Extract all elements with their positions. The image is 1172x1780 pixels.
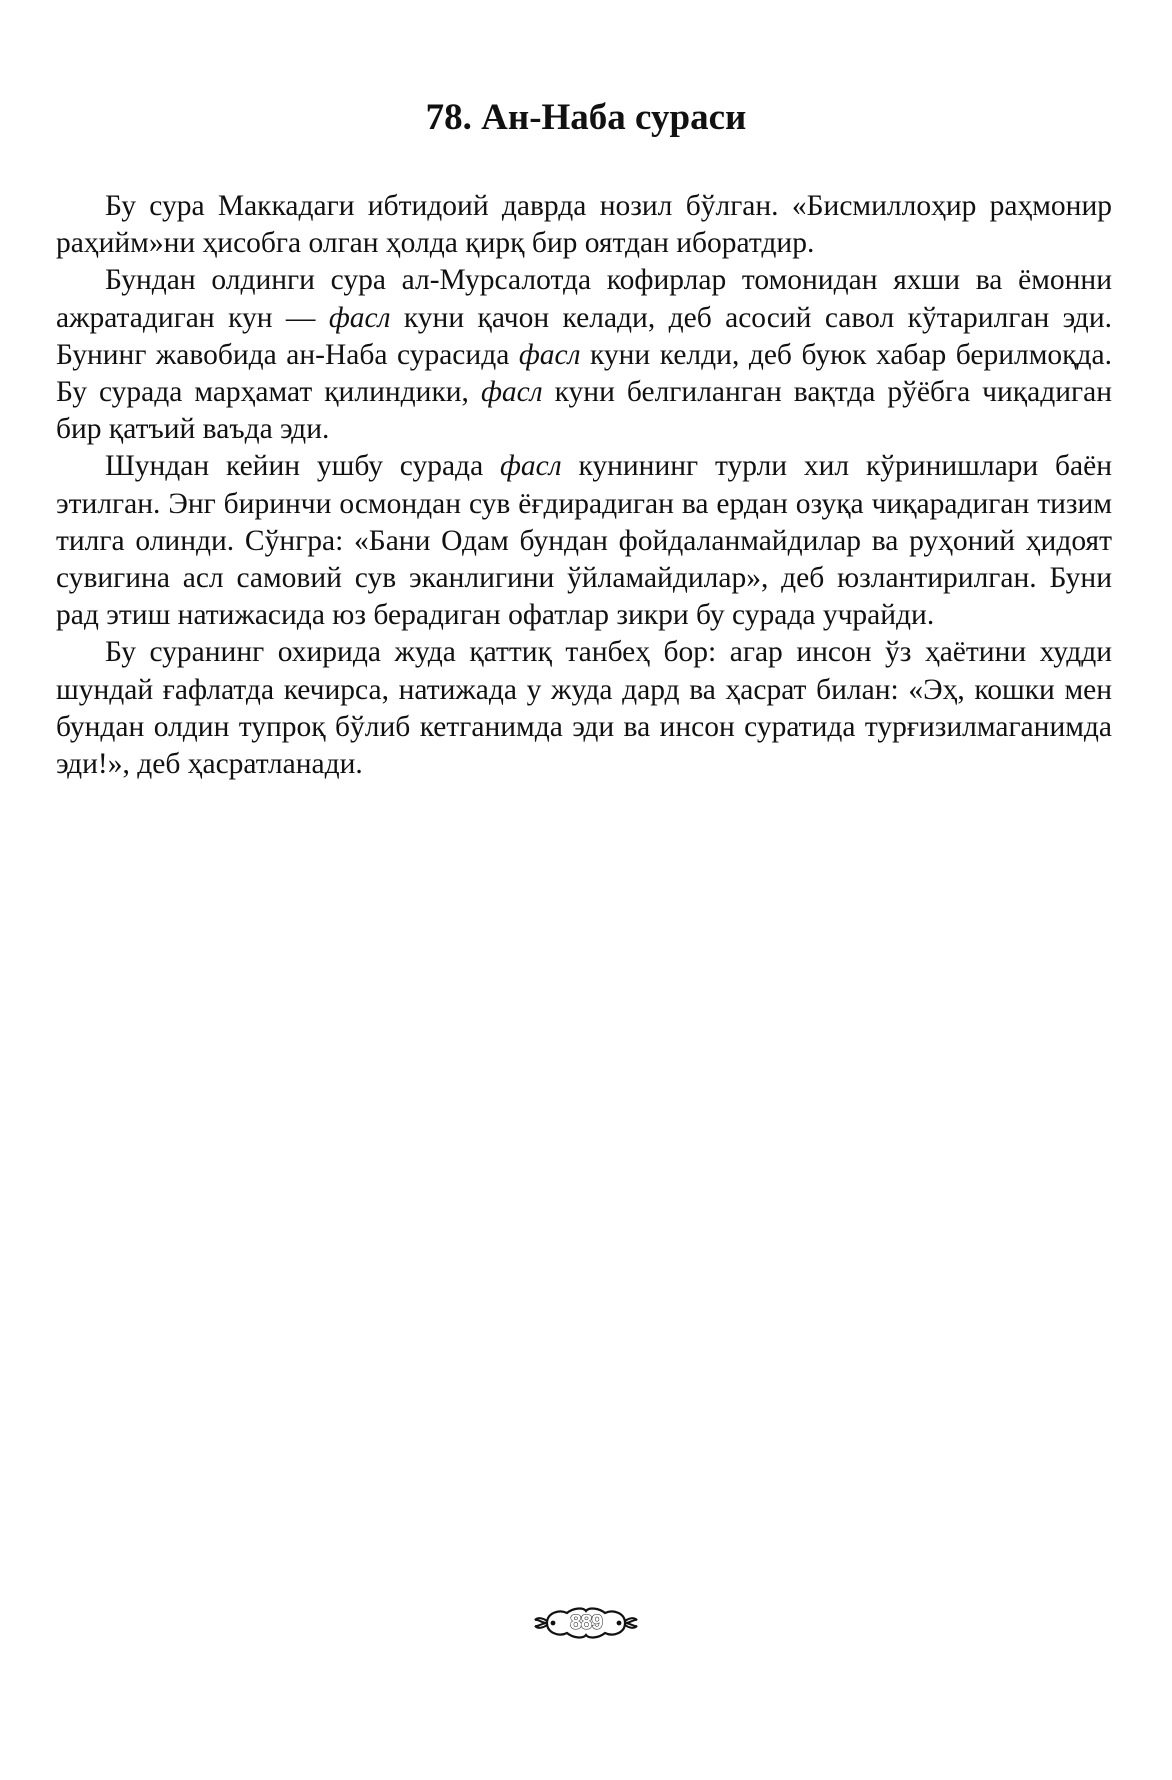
text-segment: Бу суранинг охирида жуда қаттиқ танбеҳ бор: агар инсон ўз ҳаётини худди шундай ғафлатда кечирса, натижада у жуда дард ва ҳасрат билан: «Эҳ, кошки мен бундан олдин тупроқ бўлиб кетганимда эди ва инсон суратида турғизилмаганимда эди!», деб ҳасратланади. [56, 636, 1112, 781]
chapter-title: 78. Ан-Наба сураси [425, 97, 747, 138]
text-segment: куни келди, деб буюк хабар берилмоқда. Бу сурада марҳамат қилиндики, [56, 338, 1112, 409]
body-paragraph [56, 448, 1112, 634]
body-text [56, 188, 1112, 783]
text-segment: Шундан кейин ушбу сурада [105, 450, 500, 483]
italic-term: фасл [499, 450, 562, 483]
text-segment: кунининг турли хил кўринишлари баён этилган. Энг биринчи осмондан сув ёғдирадиган ва ердан озуқа чиқарадиган тизим тилга олинди. Сўнгра: «Бани Одам бундан фойдаланмайдилар ва руҳоний ҳидоят сувигина асл самовий сув эканлигини ўйламайдилар», деб юзлантирилган. Буни рад этиш натижасида юз берадиган офатлар зикри бу сурада учрайди. [56, 450, 1113, 632]
body-paragraph [56, 262, 1112, 448]
text-segment: куни белгиланган вақтда рўёбга чиқадиган бир қатъий ваъда эди. [56, 376, 1112, 446]
page-number: 889 [569, 1611, 603, 1634]
italic-term: фасл [328, 301, 391, 334]
text-segment: куни қачон келади, деб асосий савол кўтарилган эди. Бунинг жавобида ан-Наба сурасида [56, 301, 1112, 371]
body-paragraph [56, 188, 1112, 262]
page-number-ornament [533, 1605, 639, 1641]
text-segment: Бу сура Маккадаги ибтидоий даврда нозил бўлган. «Бисмиллоҳир раҳмонир раҳийм»ни ҳисобга олган ҳолда қирқ бир оятдан иборатдир. [56, 190, 1112, 260]
text-segment: Бундан олдинги сура ал-Мурсалотда кофирлар томонидан яхши ва ёмонни ажратадиган кун — [56, 264, 1112, 334]
italic-term: фасл [518, 338, 581, 371]
italic-term: фасл [480, 376, 543, 409]
body-paragraph [56, 634, 1112, 783]
